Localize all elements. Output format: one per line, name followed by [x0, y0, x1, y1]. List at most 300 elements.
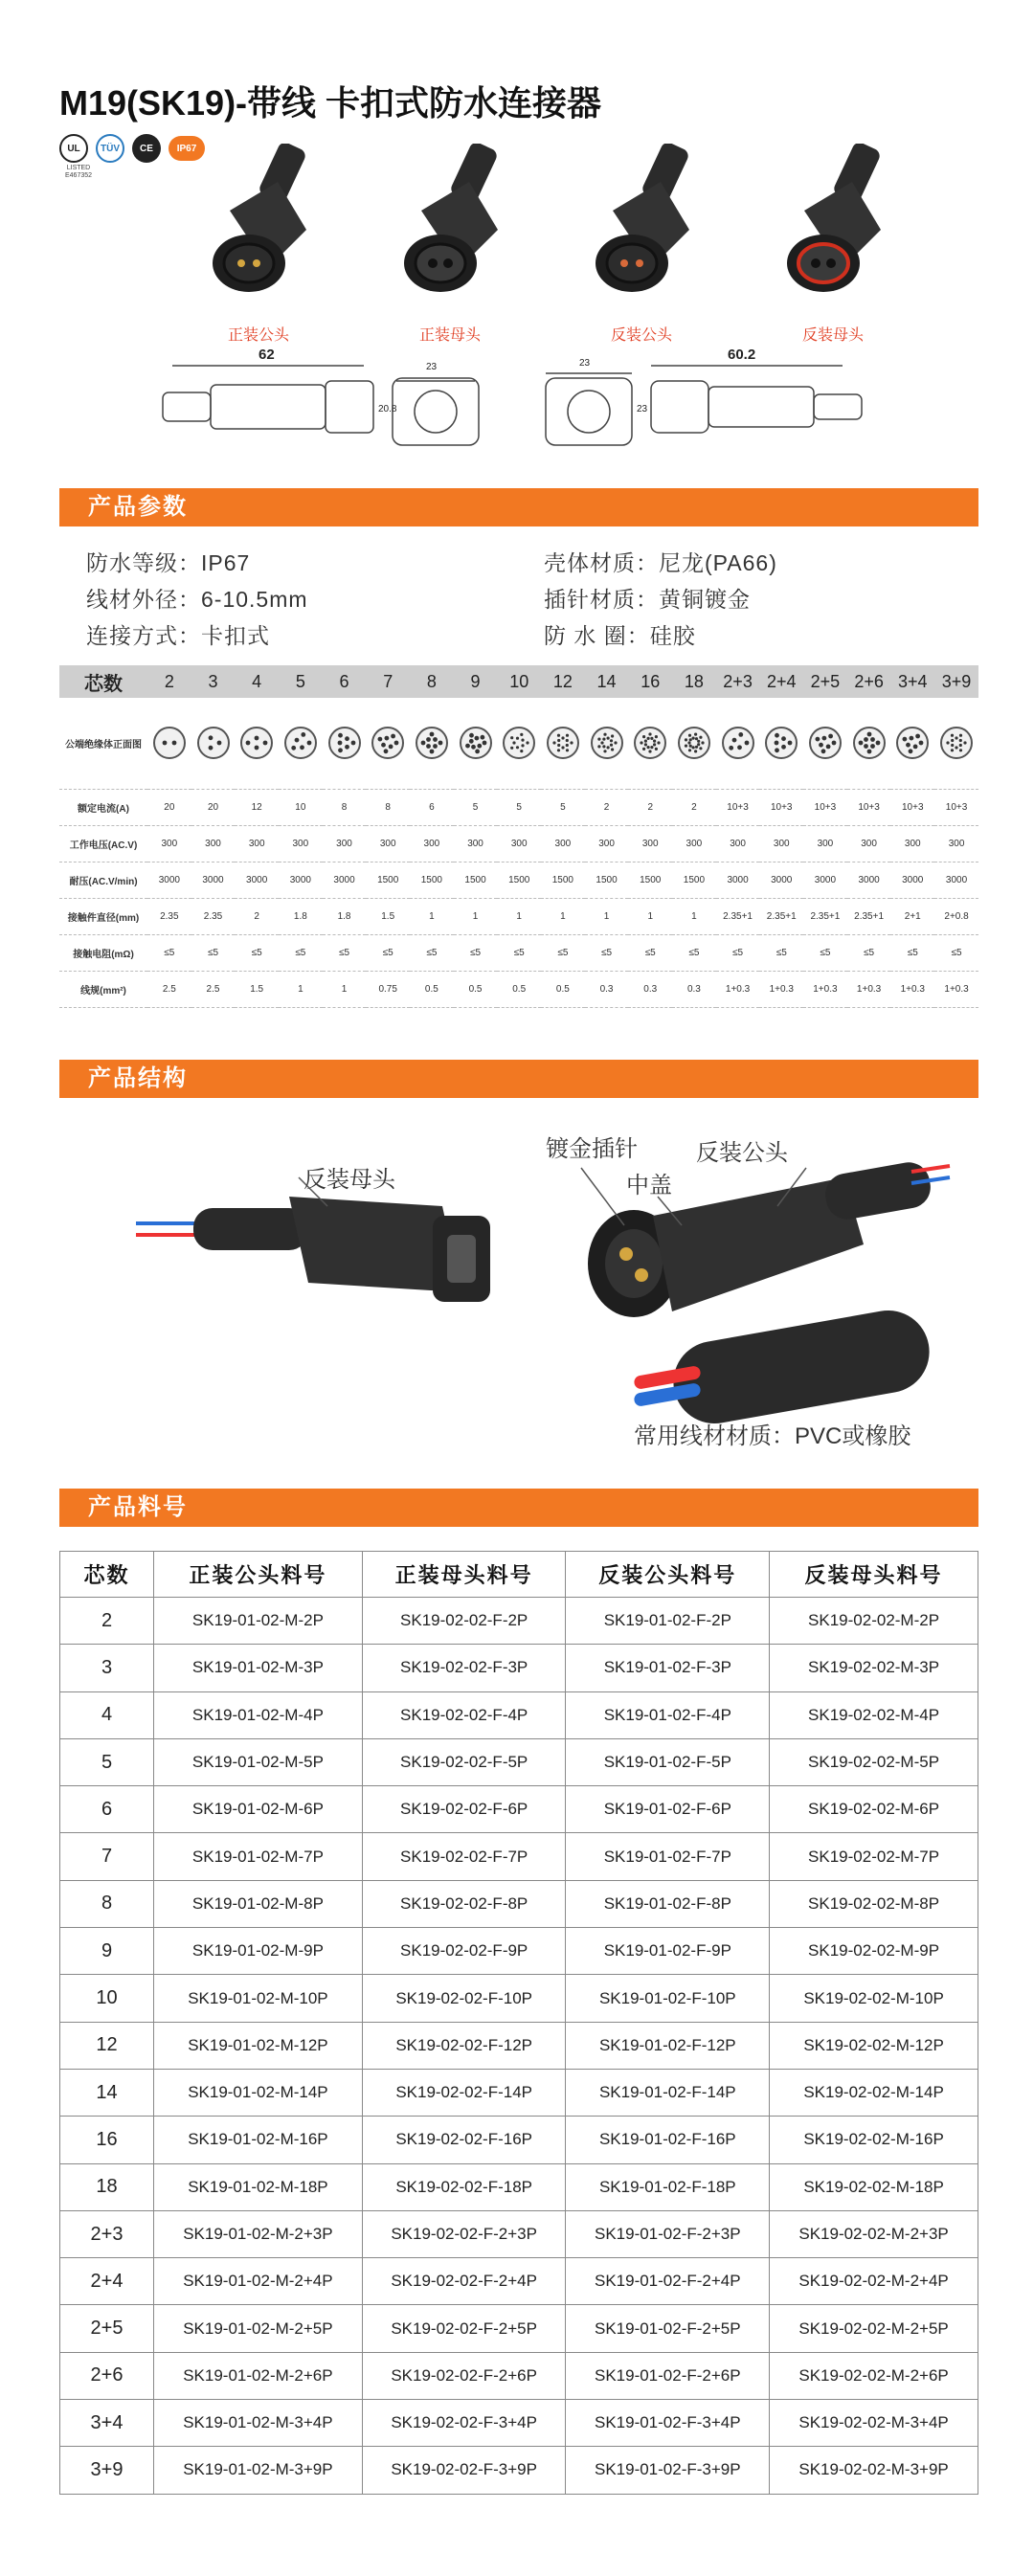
pn-part-cell: SK19-01-02-M-9P [154, 1928, 363, 1975]
spec-cell: 10 [279, 789, 323, 825]
pin-contact [959, 739, 962, 742]
spec-row-label: 接触电阻(mΩ) [59, 934, 147, 971]
label-gold-pin: 镀金插针 [546, 1136, 638, 1162]
pin-contact [208, 736, 213, 741]
pin-contact [552, 742, 555, 745]
pin-contact [162, 741, 167, 746]
pin-contact [566, 734, 569, 737]
pin-contact [350, 741, 355, 746]
spec-cell: 0.5 [410, 971, 454, 1007]
pn-part-cell: SK19-01-02-F-9P [566, 1928, 770, 1975]
pin-contact [609, 744, 612, 747]
pin-contact [858, 741, 863, 746]
pn-part-cell: SK19-02-02-F-14P [362, 2069, 566, 2116]
pn-part-cell: SK19-01-02-F-4P [566, 1691, 770, 1738]
pn-part-cell: SK19-01-02-M-16P [154, 2117, 363, 2163]
spec-cell: 300 [454, 825, 498, 862]
spec-cell: 3000 [934, 862, 978, 898]
insulator-face-icon [197, 727, 230, 759]
spec-cell: 5 [454, 789, 498, 825]
dim-rear-width: 23 [579, 358, 591, 369]
pn-header-row [60, 1552, 978, 1598]
pn-row [60, 2352, 978, 2399]
spec-pin-cell [279, 698, 323, 789]
spec-cell: 3000 [803, 862, 847, 898]
spec-header-core: 18 [672, 665, 716, 698]
pin-contact [658, 742, 661, 745]
pn-part-cell: SK19-02-02-M-2+6P [770, 2352, 978, 2399]
spec-cell: 3000 [323, 862, 367, 898]
pin-contact [691, 737, 694, 740]
pin-contact [781, 745, 786, 750]
pn-part-cell: SK19-02-02-F-9P [362, 1928, 566, 1975]
pin-contact [426, 744, 431, 749]
pn-part-cell: SK19-02-02-F-2+4P [362, 2258, 566, 2305]
pn-part-cell: SK19-01-02-F-18P [566, 2163, 770, 2210]
spec-cell: 2.35+1 [803, 898, 847, 934]
spec-header-core: 14 [585, 665, 629, 698]
pn-part-cell: SK19-01-02-M-7P [154, 1833, 363, 1880]
pn-part-cell: SK19-02-02-M-2+4P [770, 2258, 978, 2305]
product-label: 正装母头 [418, 327, 481, 344]
spec-cell: 8 [323, 789, 367, 825]
spec-row [59, 934, 978, 971]
spec-pin-cell [235, 698, 279, 789]
pn-header-male-front: 正装公头料号 [154, 1552, 363, 1598]
pn-row [60, 1598, 978, 1645]
pn-part-cell: SK19-02-02-F-2+5P [362, 2305, 566, 2352]
pn-core-cell: 6 [60, 1786, 154, 1833]
spec-header-core: 8 [410, 665, 454, 698]
spec-cell: 10+3 [934, 789, 978, 825]
spec-cell: 300 [323, 825, 367, 862]
pin-contact [510, 736, 513, 739]
pin-contact [602, 746, 605, 749]
pn-core-cell: 9 [60, 1928, 154, 1975]
insulator-face-icon [153, 727, 186, 759]
spec-cell: 10+3 [847, 789, 891, 825]
pin-contact [694, 750, 697, 753]
pn-part-cell: SK19-02-02-M-10P [770, 1975, 978, 2022]
spec-header-core: 2+6 [847, 665, 891, 698]
spec-cell: 0.5 [497, 971, 541, 1007]
spec-cell: 3000 [759, 862, 803, 898]
pn-part-cell: SK19-01-02-M-14P [154, 2069, 363, 2116]
spec-header-cores: 芯数 [59, 665, 147, 698]
pin-contact [697, 740, 700, 743]
pin-contact [475, 750, 480, 754]
spec-row-label: 线规(mm²) [59, 971, 147, 1007]
spec-pin-cell [410, 698, 454, 789]
pn-part-cell: SK19-02-02-F-10P [362, 1975, 566, 2022]
spec-cell: 300 [934, 825, 978, 862]
pin-contact [516, 737, 519, 740]
pn-part-cell: SK19-02-02-F-2+3P [362, 2210, 566, 2257]
pn-part-cell: SK19-01-02-M-3P [154, 1645, 363, 1691]
pin-contact [338, 733, 343, 738]
param-seal: 防 水 圈：硅胶 [544, 623, 696, 648]
pin-contact [482, 741, 486, 746]
pin-contact [737, 746, 742, 750]
pin-contact [480, 735, 484, 740]
pin-contact [919, 741, 924, 746]
spec-cell: 300 [628, 825, 672, 862]
spec-header-core: 2+4 [759, 665, 803, 698]
spec-cell: ≤5 [716, 934, 760, 971]
spec-row [59, 825, 978, 862]
label-reverse-female: 反装母头 [303, 1167, 395, 1193]
pin-contact [433, 737, 438, 742]
pn-part-cell: SK19-01-02-M-8P [154, 1880, 363, 1927]
pin-contact [557, 734, 560, 737]
pin-contact [870, 744, 875, 749]
pn-part-cell: SK19-02-02-F-2P [362, 1598, 566, 1645]
pin-contact [695, 746, 698, 749]
pin-contact [597, 738, 600, 741]
product-label: 反装母头 [801, 327, 864, 344]
spec-cell: 2.35 [147, 898, 191, 934]
param-pin-material: 插针材质：黄铜镀金 [544, 587, 751, 612]
pin-contact [651, 737, 654, 740]
insulator-face-icon [547, 727, 579, 759]
pin-contact [477, 744, 482, 749]
insulator-face-icon [940, 727, 973, 759]
pn-core-cell: 10 [60, 1975, 154, 2022]
spec-cell: 1+0.3 [803, 971, 847, 1007]
pn-part-cell: SK19-02-02-F-3+9P [362, 2447, 566, 2494]
pin-contact [429, 750, 434, 754]
spec-cell: 1 [454, 898, 498, 934]
pin-contact [955, 737, 957, 740]
pn-part-cell: SK19-02-02-F-8P [362, 1880, 566, 1927]
pin-contact [951, 749, 954, 751]
spec-body [59, 698, 978, 1007]
pin-contact [913, 745, 918, 750]
pin-contact [688, 734, 691, 737]
spec-cell: 300 [541, 825, 585, 862]
pn-row [60, 2163, 978, 2210]
tuv-icon: TÜV [96, 134, 124, 163]
spec-cell: 0.3 [585, 971, 629, 1007]
pin-contact [603, 733, 606, 736]
spec-pin-cell [191, 698, 236, 789]
pn-part-cell: SK19-02-02-F-7P [362, 1833, 566, 1880]
pn-header-female-reverse: 反装母头料号 [770, 1552, 978, 1598]
label-middle-cover: 中盖 [626, 1173, 672, 1198]
spec-cell: 3000 [147, 862, 191, 898]
pn-core-cell: 2+4 [60, 2258, 154, 2305]
pn-part-cell: SK19-01-02-F-2+4P [566, 2258, 770, 2305]
pin-contact [611, 749, 614, 751]
pin-contact [655, 735, 658, 738]
spec-cell: 0.3 [628, 971, 672, 1007]
pin-contact [394, 741, 399, 746]
spec-cell: ≤5 [235, 934, 279, 971]
pin-contact [300, 746, 304, 750]
spec-cell: 10+3 [803, 789, 847, 825]
insulator-face-icon [634, 727, 666, 759]
pn-row [60, 2210, 978, 2257]
pn-row [60, 1691, 978, 1738]
spec-pin-cell [541, 698, 585, 789]
spec-header-core: 4 [235, 665, 279, 698]
spec-pin-cell [803, 698, 847, 789]
pn-part-cell: SK19-01-02-M-2P [154, 1598, 363, 1645]
pin-contact [642, 748, 645, 750]
pn-part-cell: SK19-01-02-M-2+4P [154, 2258, 363, 2305]
pin-contact [688, 749, 691, 751]
pn-part-cell: SK19-01-02-F-6P [566, 1786, 770, 1833]
pin-contact [775, 733, 779, 738]
pin-contact [561, 747, 564, 750]
pin-contact [775, 749, 779, 753]
pn-part-cell: SK19-02-02-F-18P [362, 2163, 566, 2210]
connector-female-image [364, 144, 536, 316]
pn-part-cell: SK19-01-02-M-18P [154, 2163, 363, 2210]
pn-part-cell: SK19-02-02-F-16P [362, 2117, 566, 2163]
pin-contact [465, 744, 470, 749]
pin-contact [609, 739, 612, 742]
spec-cell: ≤5 [541, 934, 585, 971]
pn-part-cell: SK19-02-02-M-16P [770, 2117, 978, 2163]
pn-part-cell: SK19-02-02-M-18P [770, 2163, 978, 2210]
pin-contact [826, 745, 831, 750]
spec-pin-cell [716, 698, 760, 789]
pin-contact [781, 737, 786, 742]
spec-cell: ≤5 [759, 934, 803, 971]
pn-part-cell: SK19-02-02-M-3+9P [770, 2447, 978, 2494]
pn-core-cell: 2+3 [60, 2210, 154, 2257]
spec-cell: 1500 [454, 862, 498, 898]
pin-contact [557, 749, 560, 751]
spec-cell: 1 [323, 971, 367, 1007]
pin-contact [688, 745, 691, 748]
pin-contact [647, 746, 650, 749]
spec-cell: ≤5 [890, 934, 934, 971]
spec-cell: 1 [541, 898, 585, 934]
spec-cell: 0.75 [366, 971, 410, 1007]
spec-pin-cell [628, 698, 672, 789]
spec-cell: 300 [759, 825, 803, 862]
spec-cell: 300 [672, 825, 716, 862]
pin-contact [687, 742, 690, 745]
pin-contact [642, 735, 645, 738]
pn-part-cell: SK19-02-02-F-4P [362, 1691, 566, 1738]
spec-cell: 2+1 [890, 898, 934, 934]
pin-contact [641, 742, 643, 745]
spec-header-core: 12 [541, 665, 585, 698]
spec-cell: ≤5 [803, 934, 847, 971]
pn-part-cell: SK19-01-02-M-2+5P [154, 2305, 363, 2352]
pin-contact [644, 740, 647, 743]
pin-contact [910, 736, 914, 741]
spec-cell: 6 [410, 789, 454, 825]
spec-cell: 300 [803, 825, 847, 862]
pin-contact [520, 750, 523, 752]
spec-cell: 1+0.3 [759, 971, 803, 1007]
pn-core-cell: 16 [60, 2117, 154, 2163]
spec-cell: 300 [890, 825, 934, 862]
pin-contact [685, 739, 687, 742]
pin-contact [566, 739, 569, 742]
spec-cell: 1 [585, 898, 629, 934]
pin-contact [694, 733, 697, 736]
spec-pin-cell [934, 698, 978, 789]
spec-cell: 1500 [497, 862, 541, 898]
pn-row [60, 2258, 978, 2305]
pin-contact [788, 741, 793, 746]
dimension-drawings [153, 347, 938, 459]
spec-cell: 5 [497, 789, 541, 825]
spec-cell: 2 [628, 789, 672, 825]
spec-header-core: 3 [191, 665, 236, 698]
spec-cell: 300 [716, 825, 760, 862]
dim-length-female: 60.2 [728, 347, 756, 363]
pn-row [60, 2400, 978, 2447]
connector-male-reverse-image [555, 144, 728, 316]
section-header-structure: 产品结构 [59, 1060, 978, 1098]
pn-part-cell: SK19-01-02-F-3P [566, 1645, 770, 1691]
pn-part-cell: SK19-01-02-F-7P [566, 1833, 770, 1880]
pn-part-cell: SK19-01-02-M-4P [154, 1691, 363, 1738]
pn-part-cell: SK19-01-02-F-3+9P [566, 2447, 770, 2494]
pin-contact [963, 742, 966, 745]
pin-contact [561, 737, 564, 740]
pn-header-cores: 芯数 [60, 1552, 154, 1598]
pin-contact [433, 744, 438, 749]
pn-row [60, 2117, 978, 2163]
spec-cell: 300 [410, 825, 454, 862]
pin-contact [216, 741, 221, 746]
pin-contact [821, 736, 826, 741]
cert-note: LISTED E467352 [64, 165, 93, 179]
pin-contact [606, 747, 609, 750]
pin-contact [688, 738, 691, 741]
pin-contact [385, 736, 390, 741]
spec-cell: 1500 [410, 862, 454, 898]
param-shell-material: 壳体材质：尼龙(PA66) [544, 550, 777, 575]
pin-contact [381, 743, 386, 748]
pn-row [60, 2022, 978, 2069]
spec-cell: 1500 [541, 862, 585, 898]
pin-contact [510, 747, 513, 750]
pin-contact [946, 742, 949, 745]
pn-row [60, 1738, 978, 1785]
spec-cell: 3000 [890, 862, 934, 898]
pn-part-cell: SK19-01-02-F-2P [566, 1598, 770, 1645]
pin-contact [647, 737, 650, 740]
spec-header-core: 2 [147, 665, 191, 698]
pin-contact [866, 750, 871, 754]
insulator-face-icon [591, 727, 623, 759]
spec-cell: 1 [628, 898, 672, 934]
pin-contact [294, 738, 299, 743]
section-header-pn: 产品料号 [59, 1489, 978, 1527]
spec-cell: ≤5 [497, 934, 541, 971]
pn-core-cell: 18 [60, 2163, 154, 2210]
spec-cell: ≤5 [279, 934, 323, 971]
insulator-face-icon [853, 727, 886, 759]
spec-cell: 1 [672, 898, 716, 934]
pn-part-cell: SK19-01-02-F-14P [566, 2069, 770, 2116]
pn-header-male-reverse: 反装公头料号 [566, 1552, 770, 1598]
spec-cell: 2 [235, 898, 279, 934]
pin-contact [471, 745, 476, 750]
insulator-face-icon [460, 727, 492, 759]
pin-contact [699, 747, 702, 750]
spec-pin-cell [497, 698, 541, 789]
pn-row [60, 1975, 978, 2022]
pn-part-cell: SK19-01-02-F-5P [566, 1738, 770, 1785]
spec-cell: 1+0.3 [890, 971, 934, 1007]
spec-table [59, 665, 978, 1008]
insulator-face-icon [284, 727, 317, 759]
pin-contact [959, 749, 962, 751]
insulator-face-icon [896, 727, 929, 759]
spec-pin-cell [672, 698, 716, 789]
spec-cell: ≤5 [366, 934, 410, 971]
pin-contact [337, 741, 342, 746]
pn-part-cell: SK19-01-02-M-2+6P [154, 2352, 363, 2399]
spec-cell: 300 [147, 825, 191, 862]
pin-contact [469, 733, 474, 738]
pn-part-cell: SK19-02-02-M-9P [770, 1928, 978, 1975]
pn-header-female-front: 正装母头料号 [362, 1552, 566, 1598]
pin-contact [744, 741, 749, 746]
spec-cell: 300 [235, 825, 279, 862]
insulator-face-icon [328, 727, 361, 759]
dimension-diagram [153, 354, 938, 459]
pin-contact [644, 744, 647, 747]
pin-contact [649, 733, 652, 736]
pin-contact [429, 732, 434, 737]
pn-core-cell: 2 [60, 1598, 154, 1645]
spec-header-core: 7 [366, 665, 410, 698]
pin-contact [557, 739, 560, 742]
spec-cell: 2.35+1 [716, 898, 760, 934]
pin-contact [699, 736, 702, 739]
pin-contact [384, 750, 389, 754]
pin-contact [815, 737, 820, 742]
pn-part-cell: SK19-02-02-F-5P [362, 1738, 566, 1785]
pn-core-cell: 2+5 [60, 2305, 154, 2352]
spec-cell: 0.5 [541, 971, 585, 1007]
spec-cell: 1+0.3 [934, 971, 978, 1007]
spec-header-core: 16 [628, 665, 672, 698]
spec-cell: 10+3 [759, 789, 803, 825]
pin-contact [597, 746, 600, 749]
pin-contact [291, 746, 296, 750]
pin-contact [438, 741, 442, 746]
param-cable-od: 线材外径：6-10.5mm [86, 587, 308, 612]
pn-core-cell: 7 [60, 1833, 154, 1880]
pn-part-cell: SK19-02-02-M-8P [770, 1880, 978, 1927]
pin-contact [951, 744, 954, 747]
pin-contact [697, 743, 700, 746]
pin-contact [651, 746, 654, 749]
pn-part-cell: SK19-01-02-F-2+5P [566, 2305, 770, 2352]
pin-contact [566, 744, 569, 747]
structure-diagram [59, 1101, 978, 1449]
pn-part-cell: SK19-01-02-M-5P [154, 1738, 363, 1785]
spec-cell: ≤5 [585, 934, 629, 971]
spec-cell: 2.35+1 [847, 898, 891, 934]
ul-icon: UL LISTED E467352 [59, 134, 88, 163]
pn-part-cell: SK19-02-02-F-2+6P [362, 2352, 566, 2399]
pn-part-cell: SK19-01-02-F-3+4P [566, 2400, 770, 2447]
spec-pin-cell [147, 698, 191, 789]
insulator-face-icon [765, 727, 798, 759]
